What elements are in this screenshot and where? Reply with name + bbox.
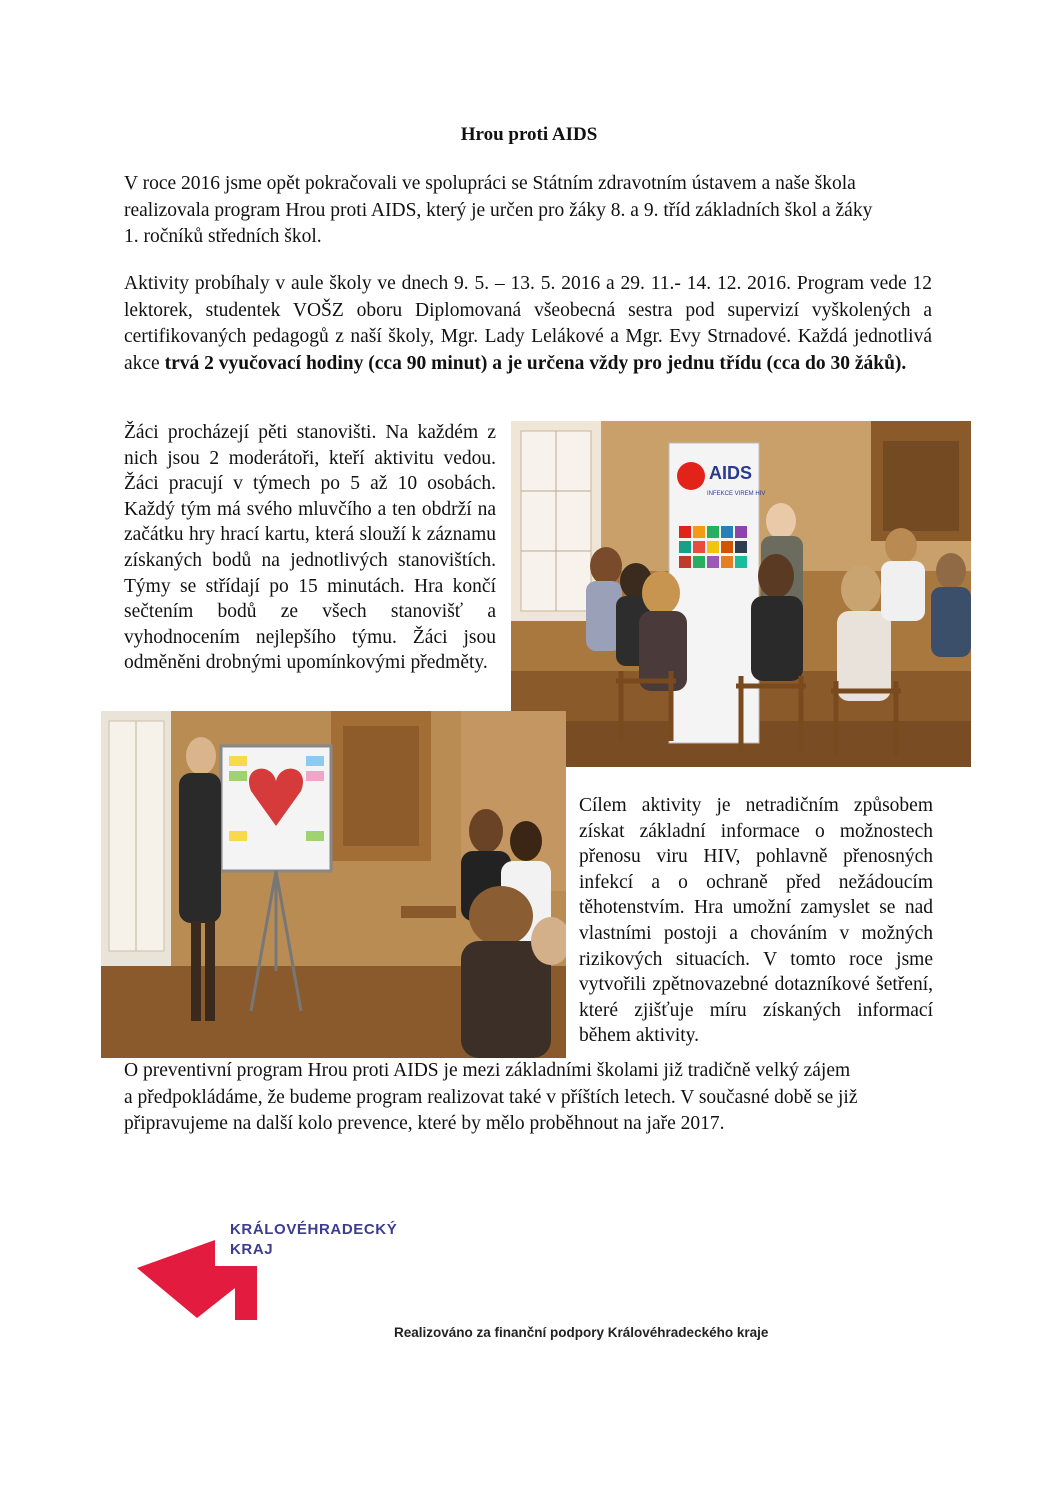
funding-note: Realizováno za finanční podpory Královéhradeckého kraje: [394, 1325, 769, 1340]
activities-bold-text: trvá 2 vyučovací hodiny (cca 90 minut) a je určena vždy pro jednu třídu (cca do 30 žáků).: [164, 352, 907, 374]
closing-line-3: připravujeme na další kolo prevence, které by mělo proběhnout na jaře 2017.: [124, 1113, 725, 1134]
closing-line-2: a předpokládáme, že budeme program realizovat také v příštích letech. V současné době se již: [124, 1086, 858, 1108]
activities-paragraph: [124, 271, 932, 377]
stations-paragraph: Žáci procházejí pěti stanovišti. Na každém z nich jsou 2 moderátoři, kteří aktivitu vedou. Žáci pracují v týmech po 5 až 10 osobách. Každý tým má svého mluvčího a ten obdrží na začátku hry hrací kartu, která slouží k záznamu získaných bodů na jednotlivých stanovištích. Týmy se střídají po 15 minutách. Hra končí sečtením bodů ze všech stanovišť a vyhodnocením nejlepšího týmu. Žáci jsou odměněni drobnými upomínkovými předměty.: [124, 422, 496, 674]
presentation-photo: [101, 711, 566, 1058]
kraj-logo: [137, 1218, 397, 1328]
closing-paragraph: [124, 1058, 954, 1138]
kraj-logo-icon: [137, 1218, 397, 1328]
intro-paragraph: [124, 171, 944, 251]
page-title: Hrou proti AIDS: [460, 124, 598, 145]
logo-line-2: KRAJ: [230, 1241, 274, 1258]
intro-line-2: realizovala program Hrou proti AIDS, který je určen pro žáky 8. a 9. tříd základních škol a žáky: [124, 199, 873, 221]
closing-line-1: O preventivní program Hrou proti AIDS je mezi základními školami již tradičně velký zájem: [124, 1060, 851, 1081]
intro-line-3: 1. ročníků středních škol.: [124, 226, 322, 247]
intro-line-1: V roce 2016 jsme opět pokračovali ve spolupráci se Státním zdravotním ústavem a naše škola: [124, 173, 856, 194]
classroom-photo: [511, 421, 971, 767]
goal-paragraph: Cílem aktivity je netradičním způsobem získat základní informace o možnostech přenosu viru HIV, pohlavně přenosných infekcí a o ochraně před nežádoucím těhotenstvím. Hra umožní zamyslet se nad vlastními postoji a chováním v možných rizikových situacích. V tomto roce jsme vytvořili zpětnovazebné dotazníkové šetření, které zjišťuje míru získaných informací během aktivity.: [579, 795, 933, 1047]
activities-text: Aktivity probíhaly v aule školy ve dnech 9. 5. – 13. 5. 2016 a 29. 11.- 14. 12. 2016. Program vede 12 lektorek, studentek VOŠZ oboru Diplomovaná všeobecná sestra pod supervizí vyškolených a certifikovaných pedagogů z naší školy, Mgr. Lady Lelákové a Mgr. Evy Strnadové. Každá jednotlivá akce: [124, 273, 932, 374]
banner-subtext: INFEKCE VIREM HIV: [707, 491, 766, 497]
banner-text: AIDS: [709, 463, 753, 483]
logo-line-1: KRÁLOVÉHRADECKÝ: [230, 1221, 398, 1238]
